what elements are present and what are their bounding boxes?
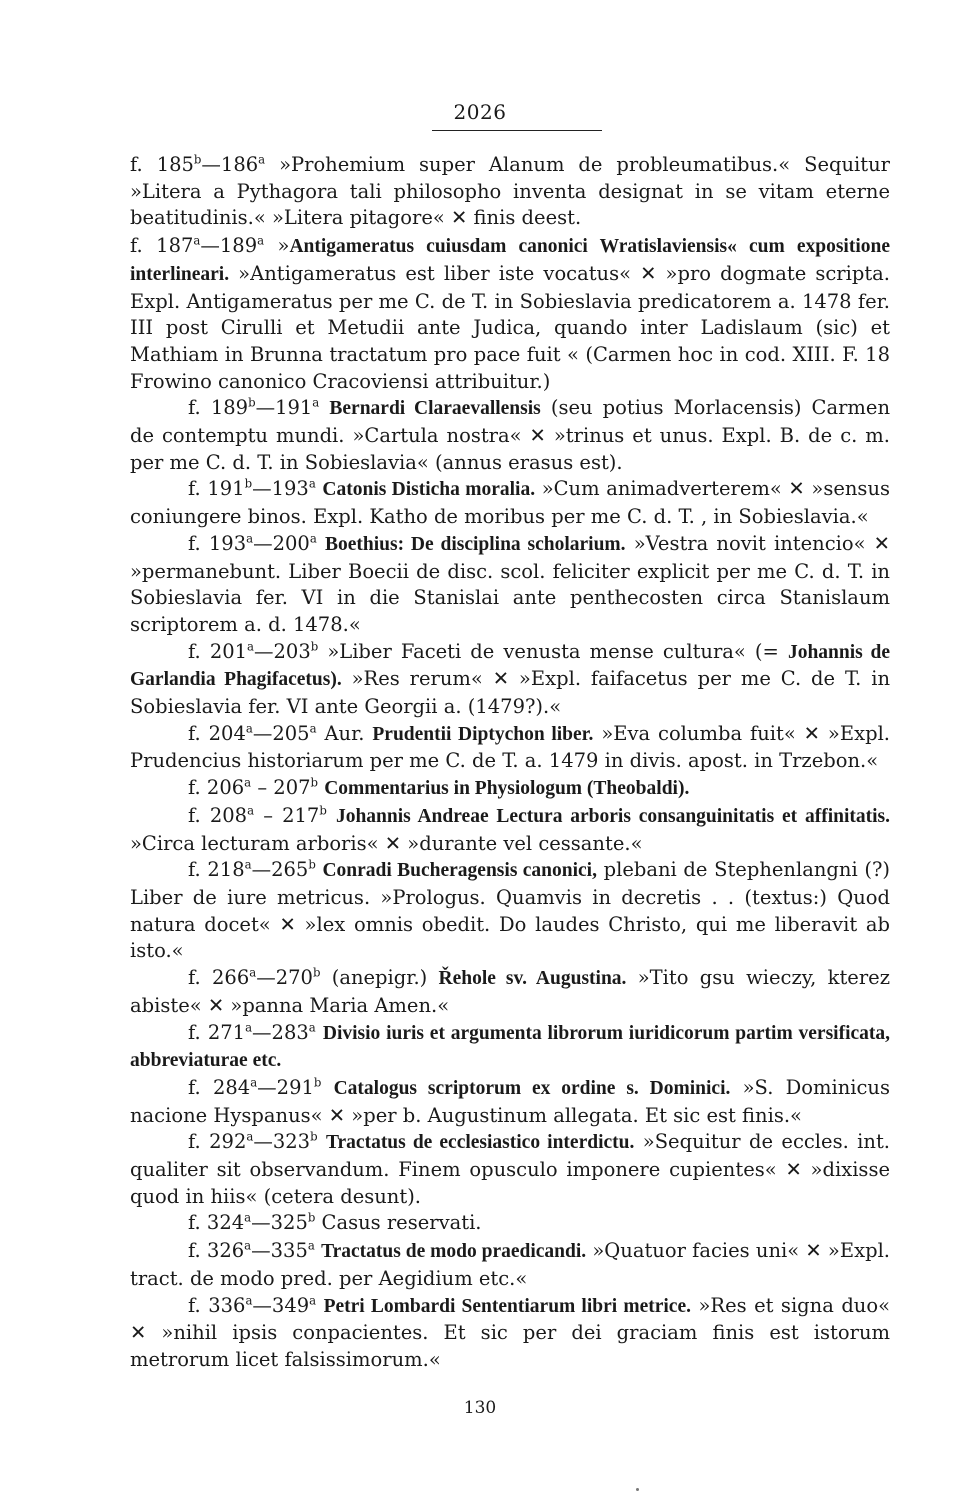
- folio-end: 217: [282, 803, 320, 827]
- entry-text: [316, 1021, 323, 1044]
- entry-text: »Prohemium super Alanum de probleumatibus.« Sequitur »Litera a Pythagora tali philosopho inventa designat in se vitam eterne beatitudinis.« »Litera pitagore« ✕ finis deest.: [130, 153, 890, 230]
- folio-start-side: a: [244, 857, 252, 872]
- entry-text: (anepigr.): [320, 966, 439, 990]
- entry-text: Casus reservati.: [315, 1211, 482, 1235]
- folio-end: 191: [275, 396, 313, 420]
- entry-title: Tractatus de ecclesiastico interdictu.: [325, 1132, 635, 1154]
- catalog-entry: [130, 233, 890, 395]
- catalog-entry: [130, 775, 890, 803]
- entry-text: [318, 1130, 326, 1153]
- folio-start-side: a: [244, 775, 252, 790]
- folio-end-side: a: [307, 1238, 315, 1253]
- entry-description: »Res et signa duo« ✕ »nihil ipsis conpacientes. Et sic per dei graciam finis est istorum metrorum licet falsissimorum.«: [130, 1293, 891, 1371]
- folio-end: 265: [271, 858, 309, 882]
- entry-text: Aur.: [316, 721, 373, 745]
- folio-prefix: f.: [188, 1130, 210, 1154]
- folio-prefix: f.: [188, 1211, 207, 1235]
- folio-prefix: f.: [188, 776, 207, 800]
- folio-start: 266: [212, 966, 250, 990]
- entry-description: »Antigameratus est liber iste vocatus« ✕ »pro dogmate scripta. Expl. Antigameratus per me C. de T. in Sobieslavia predicatorem a. 1478 fer. III post Cirulli et Metudii ante Judica, quando inter Ladislaum (sic) et Mathiam in Brunna tractatum pro pace fuit « (Carmen hoc in cod. XIII. F. 18 Frowino canonico Cracoviensi attribuitur.): [130, 261, 890, 393]
- entry-text: [317, 532, 325, 555]
- folio-start: 187: [156, 234, 194, 258]
- folio-start-side: a: [247, 639, 255, 654]
- folio-end-side: b: [319, 803, 327, 818]
- folio-start: 324: [206, 1211, 245, 1235]
- entry-title: Boethius: De disciplina scholarium.: [324, 533, 626, 555]
- entry-description: plebani de Stephenlangni (?) Liber de iure metricus. »Prologus. Quamvis in decretis . . (textus:) Quod natura docet« ✕ »lex omnis obedit. Do laudes Christo, qui me liberavit ab isto.«: [130, 858, 891, 963]
- entry-text: »: [264, 234, 290, 258]
- entry-description: »Quatuor facies uni« ✕ »Expl. tract. de modo pred. per Aegidium etc.«: [130, 1239, 891, 1290]
- folio-start: 326: [206, 1239, 245, 1263]
- entry-description: (seu potius Morlacensis) Carmen de contemptu mundi. »Cartula nostra« ✕ »trinus et unus. Expl. B. de c. m. per me C. d. T. in Sobieslavia« (annus erasus est).: [130, 396, 890, 474]
- folio-prefix: f.: [188, 1293, 209, 1317]
- catalog-entry: [130, 1129, 890, 1210]
- folio-dash: —: [251, 1239, 271, 1263]
- folio-dash: —: [252, 721, 273, 745]
- page-number-bottom: 130: [463, 1398, 497, 1418]
- folio-start: 292: [209, 1130, 247, 1154]
- folio-prefix: f.: [188, 477, 208, 501]
- folio-prefix: f.: [188, 639, 210, 663]
- entry-description: »Tito gsu wieczy, kterez abiste« ✕ »panna Maria Amen.«: [130, 966, 890, 1017]
- catalog-entry: [130, 1075, 890, 1129]
- folio-prefix: f.: [188, 1075, 213, 1099]
- catalog-entry: [130, 1020, 890, 1075]
- entry-title: Commentarius in Physiologum (Theobaldi).: [324, 778, 690, 800]
- catalog-entry: [130, 857, 890, 965]
- folio-dash: —: [253, 1130, 273, 1154]
- entry-title: Catalogus scriptorum ex ordine s. Dominici.: [333, 1077, 731, 1099]
- folio-prefix: f.: [188, 396, 211, 420]
- folio-dash: —: [251, 1211, 271, 1235]
- folio-start-side: b: [193, 152, 202, 167]
- folio-prefix: f.: [130, 153, 157, 176]
- folio-dash: —: [253, 531, 273, 555]
- folio-end: 207: [273, 776, 311, 800]
- folio-dash: –: [251, 776, 274, 800]
- folio-end-side: a: [257, 233, 265, 248]
- folio-dash: –: [254, 803, 283, 827]
- entry-title: Tractatus de modo praedicandi.: [321, 1241, 587, 1263]
- folio-prefix: f.: [188, 1020, 208, 1044]
- folio-start-side: a: [244, 1238, 252, 1253]
- entry-description: »Eva columba fuit« ✕ »Expl. Prudencius historiarum per me C. de T. a. 1479 in divis. apost. in Trzebon.«: [130, 721, 890, 773]
- folio-end-side: b: [310, 639, 319, 654]
- folio-end: 325: [270, 1211, 308, 1235]
- folio-prefix: f.: [188, 1239, 207, 1263]
- entry-title: Bernardi Claraevallensis: [329, 398, 541, 420]
- folio-dash: —: [252, 1020, 272, 1044]
- entry-title: Johannis Andreae Lectura arboris consanguinitatis et affinitatis.: [335, 805, 890, 827]
- entry-title: Prudentii Diptychon liber.: [372, 723, 594, 745]
- entry-title: Johannis de Garlandia Phagifacetus).: [130, 641, 891, 691]
- folio-end-side: b: [308, 857, 316, 872]
- folio-end: 335: [270, 1239, 308, 1263]
- folio-start-side: a: [247, 803, 255, 818]
- folio-dash: —: [257, 1075, 277, 1099]
- catalog-entry: [130, 1293, 890, 1374]
- catalog-entry: [130, 639, 890, 721]
- entry-text: [321, 1076, 333, 1099]
- entry-title: Petri Lombardi Sententiarum libri metrice.: [323, 1295, 691, 1317]
- folio-end: 200: [272, 531, 310, 555]
- folio-start: 185: [156, 153, 194, 176]
- folio-start-side: a: [249, 965, 257, 980]
- folio-start-side: a: [250, 1075, 258, 1090]
- folio-start-side: a: [246, 1129, 254, 1144]
- folio-end-side: b: [310, 1129, 318, 1144]
- folio-end: 186: [220, 153, 259, 176]
- folio-start: 204: [208, 721, 246, 745]
- folio-start: 218: [207, 858, 245, 882]
- folio-start: 206: [206, 776, 245, 800]
- folio-end: 203: [273, 639, 311, 663]
- folio-dash: —: [255, 396, 276, 420]
- folio-prefix: f.: [188, 531, 209, 555]
- entry-text: [319, 396, 329, 419]
- folio-end-side: a: [312, 395, 320, 410]
- entry-title: Řehole sv. Augustina.: [438, 968, 627, 990]
- folio-prefix: f.: [188, 803, 210, 827]
- catalog-entry: [130, 531, 890, 639]
- entry-title: Catonis Disticha moralia.: [322, 479, 536, 501]
- folio-start: 189: [210, 396, 249, 420]
- entry-description: »Circa lecturam arboris« ✕ »durante vel cessante.«: [130, 831, 643, 855]
- folio-start: 208: [209, 803, 248, 827]
- folio-end-side: a: [308, 1019, 316, 1034]
- folio-start-side: a: [245, 721, 253, 736]
- header-rule: [432, 130, 602, 131]
- folio-start-side: a: [245, 1019, 253, 1034]
- folio-end: 349: [271, 1293, 310, 1317]
- catalog-entry: [130, 965, 890, 1019]
- folio-start: 191: [207, 477, 245, 501]
- folio-end-side: a: [309, 531, 317, 546]
- folio-start-side: a: [193, 233, 201, 248]
- folio-start-side: b: [248, 395, 256, 410]
- catalog-text: [130, 152, 890, 1374]
- entry-text: [327, 804, 336, 827]
- entry-description: »Cum animadverterem« ✕ »sensus coniungere binos. Expl. Katho de moribus per me C. d. T. , in Sobieslavia.«: [130, 477, 891, 529]
- catalog-entry: [130, 476, 890, 530]
- folio-dash: —: [201, 153, 221, 176]
- catalog-entry: [130, 803, 890, 857]
- folio-start-side: b: [244, 476, 253, 491]
- folio-dash: —: [251, 858, 272, 882]
- entry-description: »S. Dominicus nacione Hyspanus« ✕ »per b. Augustinum allegata. Et sic est finis.«: [130, 1075, 891, 1127]
- folio-end: 193: [271, 477, 309, 501]
- folio-end-side: b: [310, 775, 318, 790]
- folio-start: 271: [207, 1020, 246, 1044]
- folio-end: 270: [275, 966, 313, 990]
- folio-start-side: a: [246, 531, 254, 546]
- folio-dash: —: [254, 639, 274, 663]
- folio-end-side: b: [312, 965, 321, 980]
- folio-end: 189: [219, 234, 258, 258]
- entry-description: »Res rerum« ✕ »Expl. faifacetus per me C. de T. in Sobieslavia fer. VI ante Georgii a. (1479?).«: [130, 667, 891, 719]
- entry-description: »Vestra novit intencio« ✕ »permanebunt. Liber Boecii de disc. scol. feliciter explicit per me C. d. T. in Sobieslavia fer. VI in die Stanislai ante penthecosten circa Stanislaum scriptorem a. d. 1478.«: [130, 531, 891, 636]
- folio-dash: —: [200, 234, 220, 258]
- folio-prefix: f.: [130, 234, 157, 258]
- entry-text: [316, 1294, 323, 1317]
- folio-end-side: a: [309, 721, 317, 736]
- folio-end: 205: [272, 721, 310, 745]
- catalog-entry: [130, 1238, 890, 1292]
- folio-end: 283: [271, 1020, 309, 1044]
- page-number-top: 2026: [453, 100, 507, 124]
- folio-end-side: a: [258, 152, 266, 167]
- entry-text: »Liber Faceti de venusta mense cultura« (=: [318, 639, 788, 663]
- catalog-entry: [130, 721, 890, 775]
- folio-end: 323: [272, 1130, 311, 1154]
- folio-end-side: a: [309, 1292, 317, 1307]
- folio-start: 336: [208, 1293, 246, 1317]
- catalog-entry: [130, 1210, 890, 1238]
- folio-start: 201: [209, 639, 248, 663]
- folio-prefix: f.: [188, 858, 208, 882]
- folio-start: 193: [208, 531, 247, 555]
- entry-title: Divisio iuris et argumenta librorum iuridicorum partim versificata, abbreviaturae etc.: [130, 1022, 891, 1072]
- folio-start-side: a: [244, 1210, 252, 1225]
- entry-description: »Sequitur de eccles. int. qualiter sit observandum. Finem opusculo imponere cupientes« ✕ »dixisse quod in hiis« (cetera desunt).: [130, 1130, 891, 1208]
- folio-dash: —: [252, 1293, 272, 1317]
- folio-prefix: f.: [188, 966, 213, 990]
- entry-title: Antigameratus cuiusdam canonici Wratislaviensis« cum expositione interlineari.: [130, 236, 890, 285]
- stray-dot-mark: [636, 1488, 639, 1491]
- catalog-entry: [130, 395, 890, 476]
- folio-end-side: a: [308, 476, 316, 491]
- catalog-entry: [130, 152, 890, 233]
- folio-start-side: a: [245, 1292, 253, 1307]
- folio-end: 291: [276, 1075, 314, 1099]
- folio-end-side: b: [307, 1210, 316, 1225]
- folio-dash: —: [252, 477, 272, 501]
- folio-start: 284: [212, 1075, 251, 1099]
- entry-title: Conradi Bucheragensis canonici,: [322, 860, 597, 882]
- folio-dash: —: [256, 966, 276, 990]
- folio-prefix: f.: [188, 721, 209, 745]
- folio-end-side: b: [313, 1075, 322, 1090]
